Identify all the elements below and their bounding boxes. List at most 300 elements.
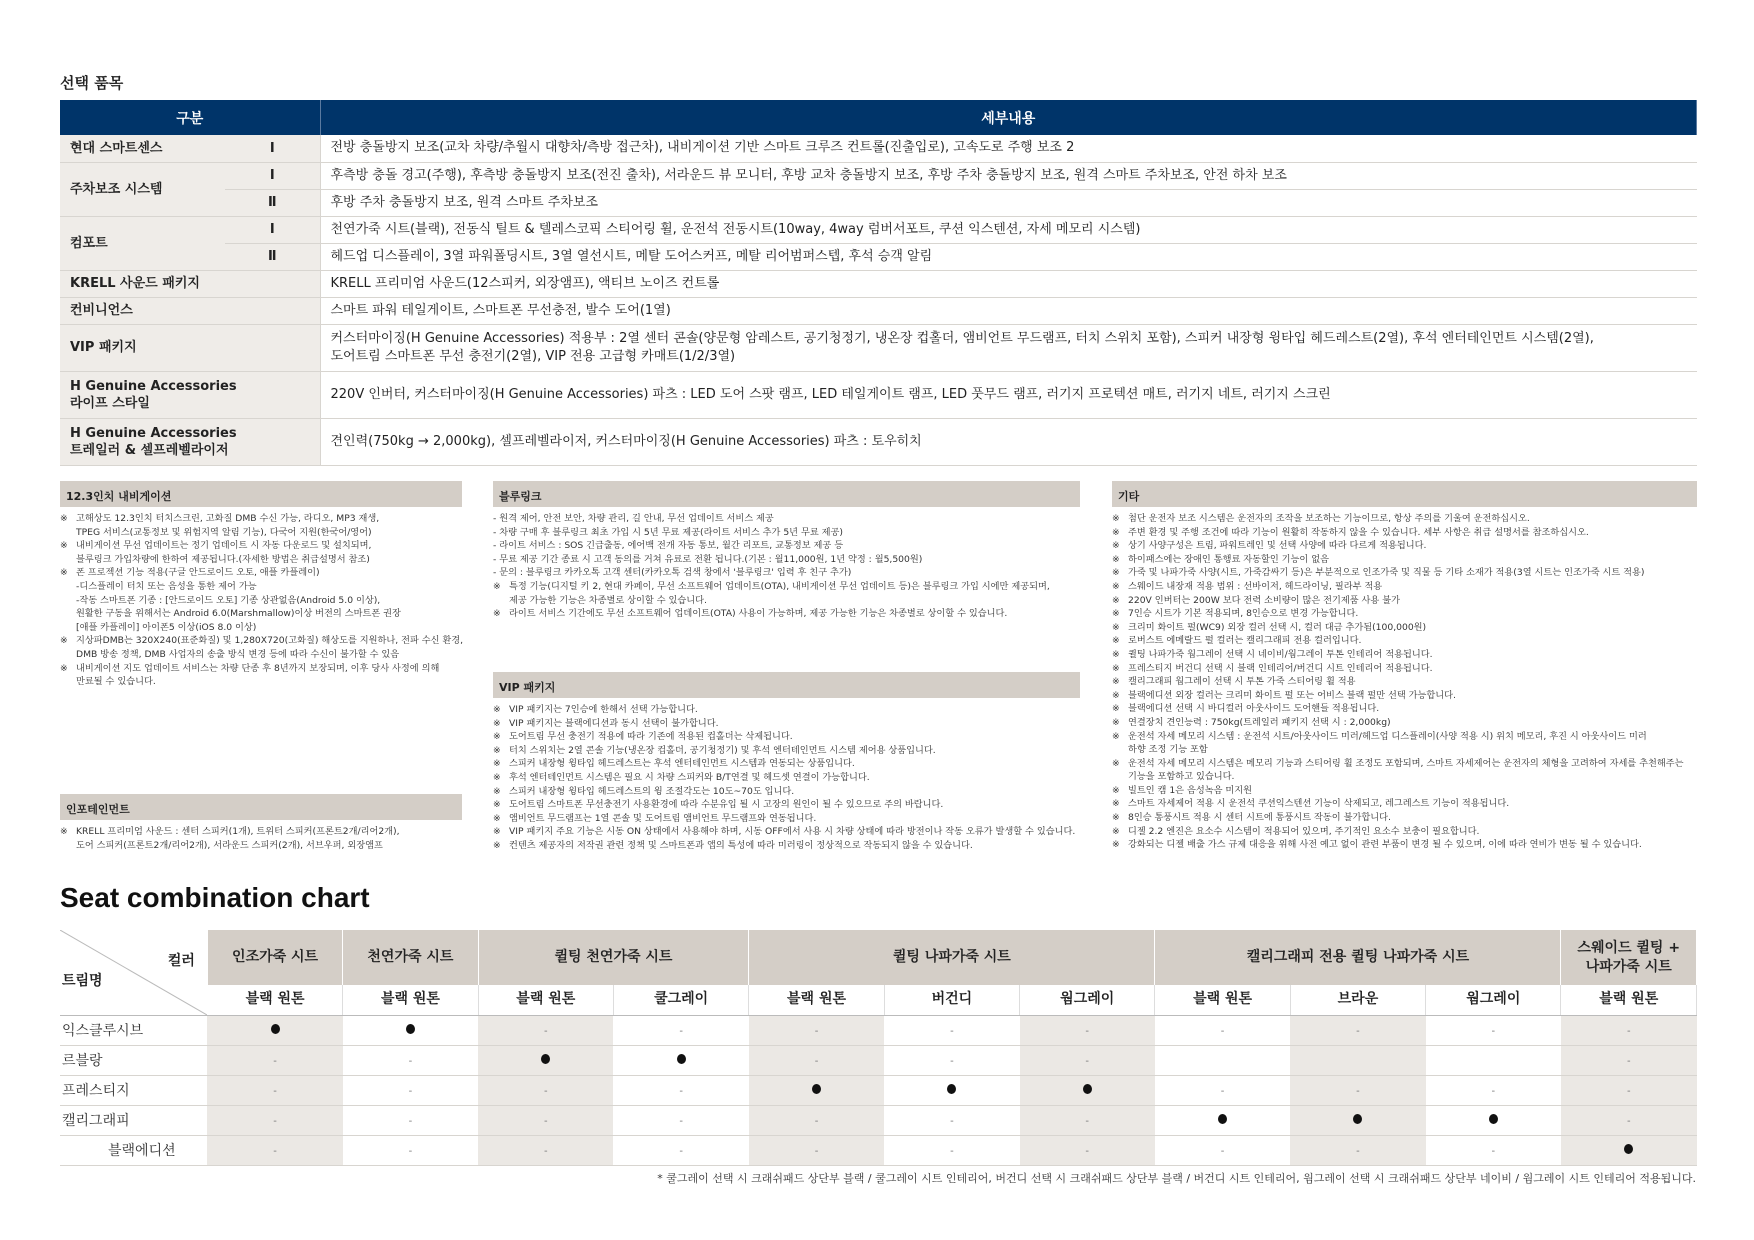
section-title-options: 선택 품목 (60, 74, 124, 92)
unavailable-dash: - (543, 1025, 548, 1037)
seat-cell (343, 1045, 478, 1075)
note-text: - 라이트 서비스 : SOS 긴급출동, 에어백 전개 자동 통보, 월간 리포트, 교통정보 제공 등 (493, 540, 844, 552)
row-level: Ⅰ (225, 162, 320, 189)
available-dot-icon (947, 1084, 956, 1094)
note-text: 220V 인버터는 200W 보다 전력 소비량이 많은 전기제품 사용 불가 (1128, 594, 1400, 606)
table-row (60, 189, 1697, 216)
notes-info-title: 인포테인먼트 (60, 794, 462, 820)
table-row (60, 324, 1697, 371)
corner-cell (60, 930, 207, 1015)
note-text: 첨단 운전자 보조 시스템은 운전자의 조작을 보조하는 기능이므로, 항상 주의를 기울여 운전하십시오. (1128, 513, 1530, 524)
unavailable-dash: - (273, 1055, 277, 1067)
note-text: 스웨이드 내장재 적용 범위 : 선바이저, 헤드라이닝, 필라부 적용 (1128, 580, 1383, 592)
note-text: 운전석 자세 메모리 시스템은 메모리 기능과 스티어링 휠 조정도 포함되며, 스마트 자세제어는 운전자의 체형을 고려하여 자세를 추천해주는 기능을 포함하고 있습니다. (1128, 757, 1684, 783)
row-detail: 커스터마이징(H Genuine Accessories) 적용부 : 2열 센터 콘솔(양문형 암레스트, 공기청정기, 냉온장 컵홀더, 앰비언트 무드램프, 터치 스위치 포함), 스피커 내장형 윙타입 헤드레스트(2열), 후석 엔터테인먼트 시스템(2열), 도어트림 스마트폰 무선 충전기(2열), VIP 전용 고급형 카매트(1/2/3열) (320, 324, 1697, 371)
note-mark: ※ (1112, 526, 1120, 538)
seat-cell (1426, 1075, 1561, 1105)
note-text: 터치 스위치는 2열 콘솔 기능(냉온장 컵홀더, 공기청정기) 및 후석 엔터테인먼트 시스템 제어용 상품입니다. (509, 744, 936, 756)
note-mark: ※ (493, 608, 501, 620)
seat-cell (1561, 1045, 1697, 1075)
unavailable-dash: - (950, 1115, 954, 1127)
unavailable-dash: - (273, 1085, 277, 1097)
note-mark: ※ (1112, 567, 1120, 579)
note-item (1112, 594, 1712, 608)
row-category: KRELL 사운드 패키지 (60, 270, 320, 297)
seat-cell (1020, 1075, 1155, 1105)
note-item (493, 757, 1093, 771)
seat-cell (1290, 1135, 1425, 1165)
note-item (1112, 702, 1712, 716)
note-item (493, 607, 1093, 621)
note-text: 하이패스에는 장애인 통행료 자동할인 기능이 없음 (1128, 553, 1329, 565)
seat-group-header: 스웨이드 퀼팅 + 나파가죽 시트 (1561, 930, 1697, 985)
seat-color-header: 블랙 원톤 (207, 985, 342, 1015)
note-mark: ※ (1112, 689, 1120, 701)
seat-cell (1020, 1045, 1155, 1075)
seat-cell (207, 1105, 342, 1135)
note-text: 크리미 화이트 펄(WC9) 외장 컬러 선택 시, 컬러 대금 추가됨(100,000원) (1128, 621, 1427, 633)
note-item (60, 512, 470, 539)
note-mark: ※ (60, 635, 68, 647)
seat-cell (1155, 1075, 1290, 1105)
seat-cell (1561, 1135, 1697, 1165)
note-item (493, 771, 1093, 785)
seat-cell (1426, 1135, 1561, 1165)
note-text: - 원격 제어, 안전 보안, 차량 관리, 길 안내, 무선 업데이트 서비스 제공 (493, 513, 774, 524)
note-item (493, 744, 1093, 758)
note-mark: ※ (1112, 580, 1120, 592)
options-table (60, 100, 1697, 466)
available-dot-icon (406, 1024, 415, 1034)
note-text: 강화되는 디젤 배출 가스 규제 대응을 위해 사전 예고 없이 관련 부품이 변경 될 수 있으며, 이에 따라 연비가 변동 될 수 있습니다. (1128, 839, 1642, 851)
note-text: 빌트인 캠 1은 음성녹음 미지원 (1128, 784, 1253, 796)
unavailable-dash: - (679, 1085, 683, 1097)
seat-color-header: 블랙 원톤 (1561, 985, 1697, 1015)
row-category: VIP 패키지 (60, 324, 320, 371)
header-detail: 세부내용 (320, 100, 1697, 135)
note-text: 라이트 서비스 기간에도 무선 소프트웨어 업데이트(OTA) 사용이 가능하며, 제공 가능한 기능은 차종별로 상이할 수 있습니다. (509, 608, 1008, 620)
note-item (493, 798, 1093, 812)
note-text: 도어트림 무선 충전기 적용에 따라 기존에 적용된 컵홀더는 삭제됩니다. (509, 731, 793, 743)
unavailable-dash: - (408, 1085, 413, 1097)
note-text: 프레스티지 버건디 선택 시 블랙 인테리어/버건디 시트 인테리어 적용됩니다. (1128, 662, 1433, 674)
trim-name: 캘리그래피 (60, 1105, 207, 1135)
note-text: VIP 패키지 주요 기능은 시동 ON 상태에서 사용해야 하며, 시동 OFF에서 사용 시 차량 상태에 따라 방전이나 작동 오류가 발생할 수 있습니다. (509, 826, 1076, 838)
unavailable-dash: - (1356, 1025, 1360, 1037)
available-dot-icon (1624, 1144, 1633, 1154)
row-level: Ⅰ (225, 216, 320, 243)
note-mark: ※ (60, 662, 68, 674)
row-detail: 헤드업 디스플레이, 3열 파워폴딩시트, 3열 열선시트, 메탈 도어스커프, 메탈 리어범퍼스텝, 후석 승객 알림 (320, 243, 1697, 270)
seat-color-header: 브라운 (1290, 985, 1425, 1015)
trim-name: 프레스티지 (60, 1075, 207, 1105)
row-detail: 후측방 충돌 경고(주행), 후측방 충돌방지 보조(전진 출차), 서라운드 뷰 모니터, 후방 교차 충돌방지 보조, 후방 주차 충돌방지 보조, 원격 스마트 주차보조, 안전 하차 보조 (320, 162, 1697, 189)
unavailable-dash: - (1626, 1085, 1631, 1097)
available-dot-icon (1218, 1114, 1227, 1124)
note-item (60, 566, 470, 634)
row-detail: 스마트 파워 테일게이트, 스마트폰 무선충전, 발수 도어(1열) (320, 297, 1697, 324)
seat-cell (343, 1135, 478, 1165)
note-text: 8인승 통풍시트 적용 시 센터 시트에 통풍시트 작동이 불가합니다. (1128, 812, 1391, 824)
note-text: 지상파DMB는 320X240(표준화질) 및 1,280X720(고화질) 해상도를 지원하나, 전파 수신 환경, DMB 방송 정책, DMB 사업자의 송출 방식 변경 등에 따라 수신이 불가할 수 있음 (76, 635, 464, 660)
note-item (493, 730, 1093, 744)
note-item (60, 662, 470, 689)
note-item (1112, 526, 1712, 540)
table-row (60, 216, 1697, 243)
note-text: 도어트림 스마트폰 무선충전기 사용환경에 따라 수분유입 될 시 고장의 원인이 될 수 있으므로 주의 바랍니다. (509, 799, 944, 811)
seat-color-header: 블랙 원톤 (343, 985, 478, 1015)
note-item (1112, 553, 1712, 567)
unavailable-dash: - (950, 1055, 954, 1067)
unavailable-dash: - (1491, 1145, 1496, 1157)
seat-cell (613, 1135, 748, 1165)
seat-row (60, 1135, 1697, 1165)
note-item (1112, 512, 1712, 526)
note-text: 고해상도 12.3인치 터치스크린, 고화질 DMB 수신 가능, 라디오, MP3 재생, TPEG 서비스(교통정보 및 위험지역 알림 기능), 다국어 지원(한국어/영어) (76, 513, 380, 538)
seat-cell (613, 1075, 748, 1105)
seat-cell (613, 1105, 748, 1135)
available-dot-icon (541, 1054, 550, 1064)
note-mark: ※ (1112, 812, 1120, 824)
table-row (60, 297, 1697, 324)
unavailable-dash: - (1085, 1025, 1090, 1037)
unavailable-dash: - (679, 1025, 683, 1037)
seat-cell (343, 1075, 478, 1105)
notes-etc-title: 기타 (1112, 481, 1697, 507)
seat-cell (884, 1075, 1019, 1105)
notes-navi-title: 12.3인치 내비게이션 (60, 481, 462, 507)
seat-cell (207, 1015, 342, 1045)
seat-group-header: 캘리그래피 전용 퀼팅 나파가죽 시트 (1155, 930, 1561, 985)
trim-name: 르블랑 (60, 1045, 207, 1075)
note-text: 스피커 내장형 윙타입 헤드레스트는 후석 엔터테인먼트 시스템과 연동되는 상품입니다. (509, 758, 855, 770)
note-item (1112, 539, 1712, 553)
unavailable-dash: - (1220, 1145, 1225, 1157)
seat-cell (478, 1045, 613, 1075)
note-item (493, 703, 1093, 717)
note-item (1112, 784, 1712, 798)
seat-cell (1426, 1105, 1561, 1135)
note-mark: ※ (1112, 703, 1120, 715)
note-text: 앰비언트 무드램프는 1열 콘솔 및 도어트림 앰비언트 무드램프와 연동됩니다. (509, 812, 817, 824)
note-mark: ※ (493, 771, 501, 783)
seat-cell (1155, 1045, 1290, 1075)
note-text: 상기 사양구성은 트림, 파워트레인 및 선택 사양에 따라 다르게 적용됩니다. (1128, 540, 1427, 552)
note-mark: ※ (1112, 798, 1120, 810)
seat-cell (884, 1015, 1019, 1045)
table-row (60, 371, 1697, 418)
seat-group-header: 퀼팅 나파가죽 시트 (749, 930, 1155, 985)
seat-row (60, 1105, 1697, 1135)
note-item (493, 839, 1093, 853)
seat-cell (478, 1015, 613, 1045)
seat-color-header: 웜그레이 (1020, 985, 1155, 1015)
seat-cell (884, 1135, 1019, 1165)
unavailable-dash: - (679, 1145, 683, 1157)
note-text: KRELL 프리미엄 사운드 : 센터 스피커(1개), 트위터 스피커(프론트2개/리어2개), 도어 스피커(프론트2개/리어2개), 서라운드 스피커(2개), 서브우퍼, 외장앰프 (76, 826, 400, 851)
seat-color-header: 블랙 원톤 (1155, 985, 1290, 1015)
note-item (493, 717, 1093, 731)
note-mark: ※ (1112, 825, 1120, 837)
seat-cell (478, 1075, 613, 1105)
note-mark: ※ (60, 513, 68, 524)
note-mark: ※ (60, 826, 68, 837)
table-row (60, 418, 1697, 465)
seat-cell (884, 1105, 1019, 1135)
note-mark: ※ (493, 731, 501, 743)
seat-cell (207, 1045, 342, 1075)
available-dot-icon (271, 1024, 280, 1034)
seat-cell (749, 1105, 884, 1135)
unavailable-dash: - (408, 1145, 413, 1157)
note-item (1112, 621, 1712, 635)
seat-combination-table (60, 930, 1697, 1166)
unavailable-dash: - (1491, 1085, 1496, 1097)
note-text: 스마트 자세제어 적용 시 운전석 쿠션익스텐션 기능이 삭제되고, 레그레스트 기능이 적용됩니다. (1128, 798, 1510, 810)
unavailable-dash: - (950, 1025, 954, 1037)
row-detail: 전방 충돌방지 보조(교차 차량/추월시 대향차/측방 접근차), 내비게이션 기반 스마트 크루즈 컨트롤(진출입로), 고속도로 주행 보조 2 (320, 135, 1697, 162)
note-text: 연결장치 견인능력 : 750kg(트레일러 패키지 선택 시 : 2,000kg) (1128, 716, 1391, 728)
note-item (493, 825, 1093, 839)
unavailable-dash: - (950, 1145, 954, 1157)
seat-row (60, 1015, 1697, 1045)
seat-group-header: 천연가죽 시트 (343, 930, 478, 985)
note-mark: ※ (1112, 784, 1120, 796)
note-text: 블랙에디션 선택 시 바디컬러 아웃사이드 도어핸들 적용됩니다. (1128, 703, 1380, 715)
unavailable-dash: - (1626, 1115, 1631, 1127)
note-mark: ※ (1112, 662, 1120, 674)
unavailable-dash: - (543, 1085, 548, 1097)
unavailable-dash: - (1085, 1115, 1090, 1127)
seat-color-header: 쿨그레이 (613, 985, 748, 1015)
note-item (1112, 730, 1712, 757)
note-text: 디젤 2.2 엔진은 요소수 시스템이 적용되어 있으며, 주기적인 요소수 보충이 필요합니다. (1128, 825, 1480, 837)
seat-cell (343, 1015, 478, 1045)
note-text: - 무료 제공 기간 종료 시 고객 동의를 거쳐 유료로 전환 됩니다.(기본 : 월11,000원, 1년 약정 : 월5,500원) (493, 553, 923, 565)
available-dot-icon (1489, 1114, 1498, 1124)
table-row (60, 243, 1697, 270)
row-detail: 후방 주차 충돌방지 보조, 원격 스마트 주차보조 (320, 189, 1697, 216)
seat-cell (1020, 1015, 1155, 1045)
seat-cell (1561, 1105, 1697, 1135)
note-text: 블랙에디션 외장 컬러는 크리미 화이트 펄 또는 어비스 블랙 펄만 선택 가능합니다. (1128, 689, 1456, 701)
unavailable-dash: - (1085, 1145, 1090, 1157)
notes-info-list (60, 825, 470, 852)
note-item (1112, 811, 1712, 825)
note-text: 내비게이션 무선 업데이트는 정기 업데이트 시 자동 다운로드 및 설치되며, 블루링크 가입차량에 한하여 제공됩니다.(자세한 방법은 취급설명서 참조) (76, 540, 372, 565)
available-dot-icon (812, 1084, 821, 1094)
note-item (1112, 634, 1712, 648)
note-text: VIP 패키지는 블랙에디션과 동시 선택이 불가합니다. (509, 717, 719, 729)
seat-cell (1155, 1135, 1290, 1165)
seat-cell (884, 1045, 1019, 1075)
note-item (493, 539, 1093, 553)
seat-group-header: 퀼팅 천연가죽 시트 (478, 930, 749, 985)
note-item (1112, 675, 1712, 689)
note-mark: ※ (1112, 839, 1120, 851)
table-row (60, 270, 1697, 297)
note-mark: ※ (493, 758, 501, 770)
seat-cell (1155, 1015, 1290, 1045)
note-mark: ※ (60, 540, 68, 552)
unavailable-dash: - (1085, 1055, 1090, 1067)
note-item (60, 634, 470, 661)
seat-cell (207, 1135, 342, 1165)
row-category: H Genuine Accessories 라이프 스타일 (60, 371, 320, 418)
note-text: 운전석 자세 메모리 시스템 : 운전석 시트/아웃사이드 미러/헤드업 디스플레이(사양 적용 시) 위치 메모리, 후진 시 아웃사이드 미러 하향 조정 기능 포함 (1128, 730, 1647, 756)
note-mark: ※ (1112, 540, 1120, 552)
seat-cell (613, 1045, 748, 1075)
note-item (493, 812, 1093, 826)
unavailable-dash: - (814, 1055, 819, 1067)
row-category: 주차보조 시스템 (60, 162, 225, 216)
note-item (493, 580, 1093, 607)
seat-cell (749, 1015, 884, 1045)
note-item (1112, 689, 1712, 703)
note-text: 내비게이션 지도 업데이트 서비스는 차량 단종 후 8년까지 보장되며, 이후 당사 사정에 의해 만료될 수 있습니다. (76, 662, 440, 688)
seat-footnote: * 쿨그레이 선택 시 크래쉬패드 상단부 블랙 / 쿨그레이 시트 인테리어, 버건디 선택 시 크래쉬패드 상단부 블랙 / 버건디 시트 인테리어, 웜그레이 선택 시 크래쉬패드 상단부 네이비 / 웜그레이 시트 인테리어 적용됩니다. (657, 1172, 1696, 1185)
note-item (493, 553, 1093, 567)
note-text: 후석 엔터테인먼트 시스템은 필요 시 차량 스피커와 B/T연결 및 헤드셋 연결이 가능합니다. (509, 771, 870, 783)
unavailable-dash: - (1626, 1025, 1631, 1037)
note-mark: ※ (493, 799, 501, 811)
seat-group-header: 인조가죽 시트 (207, 930, 342, 985)
seat-cell (1020, 1135, 1155, 1165)
row-category: 현대 스마트센스 (60, 135, 225, 162)
note-text: 주변 환경 및 주행 조건에 따라 기능이 원활히 작동하지 않을 수 있습니다. 세부 사항은 취급 설명서를 참조하십시오. (1128, 526, 1589, 538)
notes-etc-list (1112, 512, 1712, 852)
row-category: 컨비니언스 (60, 297, 320, 324)
seat-chart-title: Seat combination chart (60, 882, 370, 913)
available-dot-icon (1353, 1114, 1362, 1124)
note-text: 캘리그래피 웜그레이 선택 시 투톤 가죽 스티어링 휠 적용 (1128, 676, 1356, 688)
unavailable-dash: - (679, 1115, 683, 1127)
note-text: 7인승 시트가 기본 적용되며, 8인승으로 변경 가능합니다. (1128, 608, 1359, 620)
unavailable-dash: - (1220, 1085, 1225, 1097)
row-level: Ⅰ (225, 135, 320, 162)
note-mark: ※ (1112, 676, 1120, 688)
trim-name: 익스클루시브 (60, 1015, 207, 1045)
seat-cell (1155, 1105, 1290, 1135)
trim-name: 블랙에디션 (60, 1135, 207, 1165)
notes-bluelink-title: 블루링크 (493, 481, 1080, 507)
unavailable-dash: - (814, 1115, 819, 1127)
available-dot-icon (1083, 1084, 1092, 1094)
note-mark: ※ (493, 704, 501, 715)
seat-row (60, 1075, 1697, 1105)
seat-cell (749, 1075, 884, 1105)
seat-cell (613, 1015, 748, 1045)
unavailable-dash: - (814, 1025, 819, 1037)
unavailable-dash: - (1491, 1025, 1496, 1037)
note-item (1112, 716, 1712, 730)
note-mark: ※ (1112, 553, 1120, 565)
unavailable-dash: - (408, 1115, 413, 1127)
seat-cell (1561, 1015, 1697, 1045)
unavailable-dash: - (1356, 1145, 1360, 1157)
seat-cell (1020, 1105, 1155, 1135)
notes-navi-list (60, 512, 470, 689)
note-mark: ※ (1112, 621, 1120, 633)
seat-cell (749, 1135, 884, 1165)
note-mark: ※ (1112, 513, 1120, 524)
unavailable-dash: - (408, 1055, 413, 1067)
note-item (1112, 838, 1712, 852)
note-text: 컨텐츠 제공자의 저작권 관련 정책 및 스마트폰과 앱의 특성에 따라 미러링이 정상적으로 작동되지 않을 수 있습니다. (509, 839, 973, 851)
seat-color-header: 웜그레이 (1426, 985, 1561, 1015)
note-text: VIP 패키지는 7인승에 한해서 선택 가능합니다. (509, 704, 698, 715)
note-text: 퀼팅 나파가죽 웜그레이 선택 시 네이비/웜그레이 투톤 인테리어 적용됩니다. (1128, 648, 1433, 660)
unavailable-dash: - (1220, 1025, 1225, 1037)
note-item (60, 825, 470, 852)
row-category: H Genuine Accessories 트레일러 & 셀프레벨라이저 (60, 418, 320, 465)
seat-row (60, 1045, 1697, 1075)
note-mark: ※ (493, 839, 501, 851)
table-row (60, 162, 1697, 189)
note-item (1112, 607, 1712, 621)
note-mark: ※ (60, 567, 68, 579)
note-text: - 문의 : 블루링크 카카오톡 고객 센터(카카오톡 검색 창에서 '블루링크' 입력 후 친구 추가) (493, 567, 852, 579)
note-mark: ※ (493, 744, 501, 756)
note-mark: ※ (1112, 648, 1120, 660)
note-item (60, 539, 470, 566)
seat-color-header: 블랙 원톤 (749, 985, 884, 1015)
note-item (493, 566, 1093, 580)
unavailable-dash: - (1626, 1055, 1631, 1067)
note-item (1112, 757, 1712, 784)
corner-trim-label: 트림명 (62, 973, 103, 989)
note-item (493, 526, 1093, 540)
note-item (1112, 797, 1712, 811)
note-item (1112, 566, 1712, 580)
note-text: 특정 기능(디지털 키 2, 현대 카페이, 무선 소프트웨어 업데이트(OTA), 내비게이션 무선 업데이트 등)은 블루링크 가입 시에만 제공되며, 제공 가능한 기능은 차종별로 상이할 수 있습니다. (509, 580, 1050, 606)
note-mark: ※ (1112, 716, 1120, 728)
row-detail: 220V 인버터, 커스터마이징(H Genuine Accessories) 파츠 : LED 도어 스팟 램프, LED 테일게이트 램프, LED 풋무드 램프, 러기지 프로텍션 매트, 러기지 네트, 러기지 스크린 (320, 371, 1697, 418)
note-text: 스피커 내장형 윙타입 헤드레스트의 윙 조절각도는 10도~70도 입니다. (509, 785, 795, 797)
note-mark: ※ (493, 580, 501, 592)
seat-cell (207, 1075, 342, 1105)
note-text: 로버스트 에메랄드 펄 컬러는 캘리그래피 전용 컬러입니다. (1128, 635, 1362, 647)
notes-vip-list (493, 703, 1093, 853)
unavailable-dash: - (543, 1145, 548, 1157)
seat-cell (478, 1105, 613, 1135)
unavailable-dash: - (543, 1115, 548, 1127)
note-mark: ※ (493, 826, 501, 838)
row-detail: KRELL 프리미엄 사운드(12스피커, 외장앰프), 액티브 노이즈 컨트롤 (320, 270, 1697, 297)
seat-cell (1290, 1105, 1425, 1135)
note-mark: ※ (1112, 635, 1120, 647)
seat-cell (1290, 1015, 1425, 1045)
note-mark: ※ (493, 812, 501, 824)
row-detail: 견인력(750kg → 2,000kg), 셀프레벨라이저, 커스터마이징(H Genuine Accessories) 파츠 : 토우히치 (320, 418, 1697, 465)
note-mark: ※ (1112, 594, 1120, 606)
note-mark: ※ (1112, 608, 1120, 620)
header-category: 구분 (60, 100, 320, 135)
row-level: Ⅱ (225, 243, 320, 270)
row-detail: 천연가죽 시트(블랙), 전동식 틸트 & 텔레스코픽 스티어링 휠, 운전석 전동시트(10way, 4way 럼버서포트, 쿠션 익스텐션, 자세 메모리 시스템) (320, 216, 1697, 243)
seat-cell (343, 1105, 478, 1135)
note-item (493, 785, 1093, 799)
row-category: 컴포트 (60, 216, 225, 270)
notes-vip-title: VIP 패키지 (493, 672, 1080, 698)
notes-bluelink-list (493, 512, 1093, 621)
table-row (60, 135, 1697, 162)
seat-cell (1290, 1075, 1425, 1105)
note-mark: ※ (1112, 730, 1120, 742)
note-item (1112, 648, 1712, 662)
seat-cell (1561, 1075, 1697, 1105)
seat-cell (1426, 1015, 1561, 1045)
